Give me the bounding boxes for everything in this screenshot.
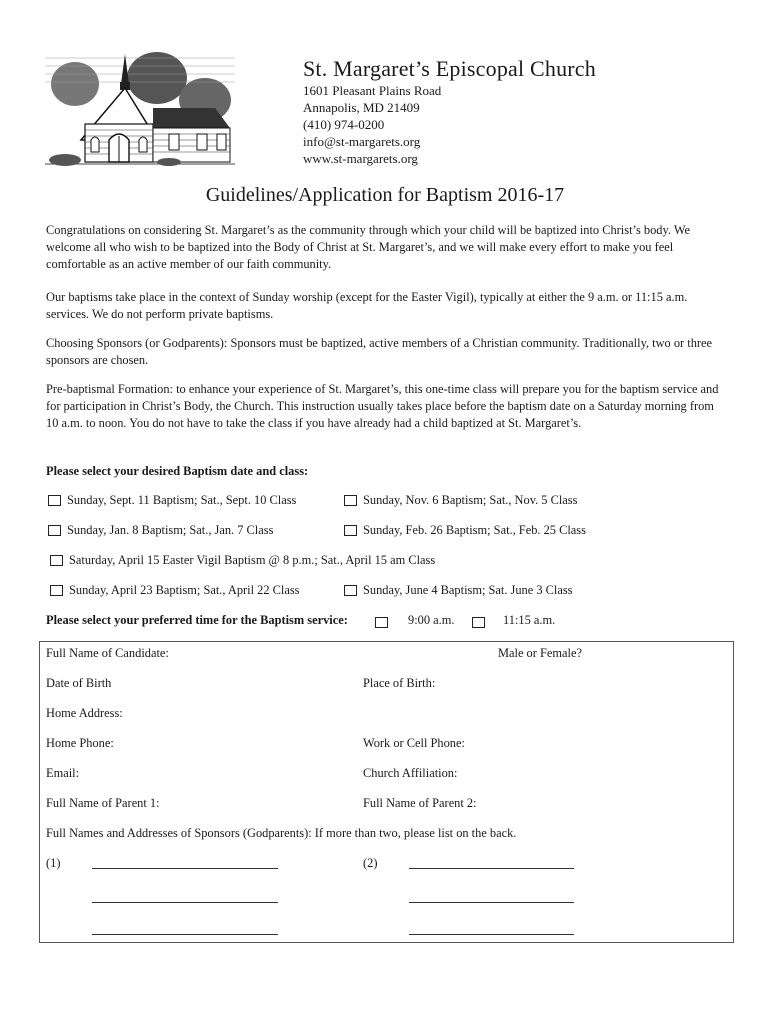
dob-label[interactable]: Date of Birth bbox=[46, 676, 112, 690]
option-label: Sunday, April 23 Baptism; Sat., April 22 Class bbox=[69, 583, 300, 597]
checkbox[interactable] bbox=[48, 495, 61, 506]
paragraph-sponsors: Choosing Sponsors (or Godparents): Sponsors must be baptized, active members of a Christian community. Traditionally, two or three sponsors are chosen. bbox=[46, 336, 713, 367]
email: info@st-margarets.org bbox=[303, 134, 421, 149]
option-label: Saturday, April 15 Easter Vigil Baptism @ 8 p.m.; Sat., April 15 am Class bbox=[69, 553, 436, 567]
option-label: Sunday, Nov. 6 Baptism; Sat., Nov. 5 Class bbox=[363, 493, 578, 507]
sponsor2-line-1[interactable] bbox=[409, 868, 574, 869]
checkbox[interactable] bbox=[344, 495, 357, 506]
sponsors-label: Full Names and Addresses of Sponsors (Godparents): If more than two, please list on the back. bbox=[46, 826, 517, 840]
date-select-heading: Please select your desired Baptism date and class: bbox=[46, 464, 309, 478]
home-address-label[interactable]: Home Address: bbox=[46, 706, 123, 720]
date-option-nov[interactable] bbox=[344, 493, 577, 508]
checkbox[interactable] bbox=[344, 585, 357, 596]
option-label: Sunday, Sept. 11 Baptism; Sat., Sept. 10 Class bbox=[67, 493, 297, 507]
pob-label[interactable]: Place of Birth: bbox=[363, 676, 436, 690]
date-option-sept[interactable] bbox=[48, 493, 296, 508]
gender-label[interactable]: Male or Female? bbox=[498, 646, 582, 660]
email-label[interactable]: Email: bbox=[46, 766, 80, 780]
paragraph-intro: Congratulations on considering St. Margaret’s as the community through which your child will be baptized into Christ’s body. We welcome all who wish to be baptized into the Body of Christ at St. Margaret’s, and we will make every effort to make you feel comfortable as an active member of our faith community. bbox=[46, 223, 691, 271]
sponsor2-line-2[interactable] bbox=[409, 902, 574, 903]
church-name: St. Margaret’s Episcopal Church bbox=[303, 56, 596, 81]
paragraph-baptism-times: Our baptisms take place in the context of Sunday worship (except for the Easter Vigil), typically at either the 9 a.m. or 11:15 a.m. services. We do not perform private baptisms. bbox=[46, 290, 688, 321]
checkbox[interactable] bbox=[50, 555, 63, 566]
date-option-april-23[interactable] bbox=[50, 583, 300, 598]
sponsor1-line-3[interactable] bbox=[92, 934, 278, 935]
checkbox[interactable] bbox=[344, 525, 357, 536]
parent2-label[interactable]: Full Name of Parent 2: bbox=[363, 796, 477, 810]
option-label: Sunday, Feb. 26 Baptism; Sat., Feb. 25 Class bbox=[363, 523, 586, 537]
sponsor1-line-1[interactable] bbox=[92, 868, 278, 869]
option-label: Sunday, Jan. 8 Baptism; Sat., Jan. 7 Class bbox=[67, 523, 274, 537]
date-option-easter-vigil[interactable] bbox=[50, 553, 435, 568]
church-affiliation-label[interactable]: Church Affiliation: bbox=[363, 766, 458, 780]
time-checkbox-9am[interactable] bbox=[375, 617, 388, 628]
date-option-feb[interactable] bbox=[344, 523, 586, 538]
page-title: Guidelines/Application for Baptism 2016-17 bbox=[205, 184, 565, 206]
phone: (410) 974-0200 bbox=[303, 117, 385, 132]
sponsor1-label: (1) bbox=[46, 856, 61, 870]
sponsor1-line-2[interactable] bbox=[92, 902, 278, 903]
sponsor2-line-3[interactable] bbox=[409, 934, 574, 935]
home-phone-label[interactable]: Home Phone: bbox=[46, 736, 114, 750]
parent1-label[interactable]: Full Name of Parent 1: bbox=[46, 796, 160, 810]
website: www.st-margarets.org bbox=[303, 151, 418, 166]
sponsor2-label: (2) bbox=[363, 856, 378, 870]
time-option-9am: 9:00 a.m. bbox=[408, 613, 455, 627]
address-line1: 1601 Pleasant Plains Road bbox=[303, 83, 442, 98]
checkbox[interactable] bbox=[48, 525, 61, 536]
address-line2: Annapolis, MD 21409 bbox=[303, 100, 420, 115]
date-option-june[interactable] bbox=[344, 583, 573, 598]
work-phone-label[interactable]: Work or Cell Phone: bbox=[363, 736, 465, 750]
option-label: Sunday, June 4 Baptism; Sat. June 3 Class bbox=[363, 583, 573, 597]
date-option-jan[interactable] bbox=[48, 523, 273, 538]
time-select-heading: Please select your preferred time for the Baptism service: bbox=[46, 613, 348, 627]
checkbox[interactable] bbox=[50, 585, 63, 596]
full-name-label[interactable]: Full Name of Candidate: bbox=[46, 646, 169, 660]
time-checkbox-1115am[interactable] bbox=[472, 617, 485, 628]
paragraph-formation: Pre-baptismal Formation: to enhance your experience of St. Margaret’s, this one-time class will prepare you for the baptism service and for participation in Christ’s Body, the Church. This instruction usually takes place before the baptism date on a Saturday morning from 10 a.m. to noon. You do not have to take the class if you have already had a child baptized at St. Margaret’s. bbox=[46, 382, 719, 430]
church-logo bbox=[45, 48, 235, 170]
time-option-1115am: 11:15 a.m. bbox=[503, 613, 556, 627]
